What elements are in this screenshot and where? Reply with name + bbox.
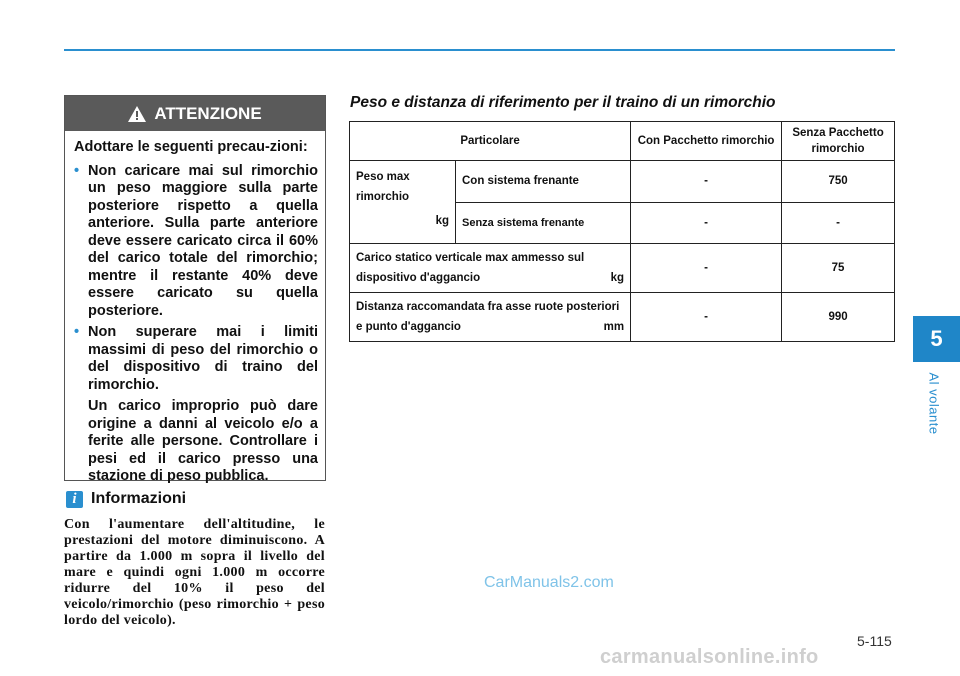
warning-intro: Adottare le seguenti precau-zioni:	[74, 139, 308, 155]
header-particolare: Particolare	[350, 122, 631, 161]
warning-header	[65, 96, 325, 131]
chapter-tab[interactable]	[913, 316, 960, 362]
peso-max-cell	[350, 161, 456, 244]
non-frenante-senza: -	[782, 202, 895, 244]
info-title: Informazioni	[91, 490, 187, 507]
distanza-con: -	[631, 293, 782, 342]
info-header	[66, 490, 186, 508]
chapter-name-container	[924, 366, 944, 446]
info-icon: i	[66, 491, 83, 508]
page-number: 5-115	[857, 633, 892, 649]
non-frenante-label: Senza sistema frenante	[456, 202, 631, 244]
bullet-icon: •	[74, 324, 80, 340]
footer-watermark: carmanualsonline.info	[600, 646, 819, 668]
towing-table	[349, 121, 895, 342]
carico-label: Carico statico verticale max ammesso sul dispositivo d'aggancio	[356, 252, 585, 284]
frenante-senza: 750	[782, 161, 895, 203]
chapter-number: 5	[930, 326, 943, 351]
chapter-name: Al volante	[926, 372, 942, 435]
warning-body	[65, 131, 325, 486]
warning-item-extra: Un carico improprio può dare origine a danni al veicolo e/o a ferite alle persone. Controllare i pesi ed il carico presso una stazione di peso pubblica.	[88, 398, 318, 484]
carico-con: -	[631, 244, 782, 293]
carico-unit: kg	[610, 272, 625, 284]
warning-box	[64, 95, 326, 484]
section-title: Peso e distanza di riferimento per il traino di un rimorchio	[350, 94, 776, 111]
carico-cell	[350, 244, 631, 293]
top-rule	[64, 49, 895, 51]
warning-item-text: Non caricare mai sul rimorchio un peso maggiore sulla parte posteriore rispetto a quella anteriore. Sulla parte anteriore deve essere caricato circa il 60% del carico totale del rimorchio; mentre il restante 40% deve essere caricato su quella posteriore.	[88, 162, 318, 319]
warning-item-text: Non superare mai i limiti massimi di peso del rimorchio o del dispositivo di traino del rimorchio.	[88, 324, 318, 393]
distanza-cell	[350, 293, 631, 342]
frenante-label: Con sistema frenante	[456, 161, 631, 203]
watermark-link[interactable]: CarManuals2.com	[484, 574, 614, 591]
bullet-icon: •	[74, 162, 80, 179]
table-row	[350, 293, 895, 342]
warning-triangle-icon	[128, 106, 146, 122]
info-text: Con l'aumentare dell'altitudine, le prestazioni del motore diminuiscono. A partire da 1.000 m sopra il livello del mare e quindi ogni 1.000 m occorre ridurre del 10% il peso del veicolo/rimorchio (peso rimorchio + peso lordo del veicolo).	[64, 517, 325, 628]
header-con-pacchetto: Con Pacchetto rimorchio	[631, 122, 782, 161]
table-row	[350, 244, 895, 293]
frenante-con: -	[631, 161, 782, 203]
warning-item	[74, 324, 318, 486]
warning-title: ATTENZIONE	[154, 103, 262, 123]
distanza-unit: mm	[603, 321, 625, 333]
table-header-row	[350, 122, 895, 161]
header-senza-pacchetto: Senza Pacchetto rimorchio	[782, 122, 895, 161]
distanza-senza: 990	[782, 293, 895, 342]
peso-max-label: Peso max rimorchio	[356, 171, 410, 203]
non-frenante-con: -	[631, 202, 782, 244]
distanza-label: Distanza raccomandata fra asse ruote posteriori e punto d'aggancio	[356, 301, 620, 333]
warning-item	[74, 163, 318, 321]
table-row	[350, 161, 895, 203]
peso-max-unit: kg	[435, 215, 449, 227]
carico-senza: 75	[782, 244, 895, 293]
